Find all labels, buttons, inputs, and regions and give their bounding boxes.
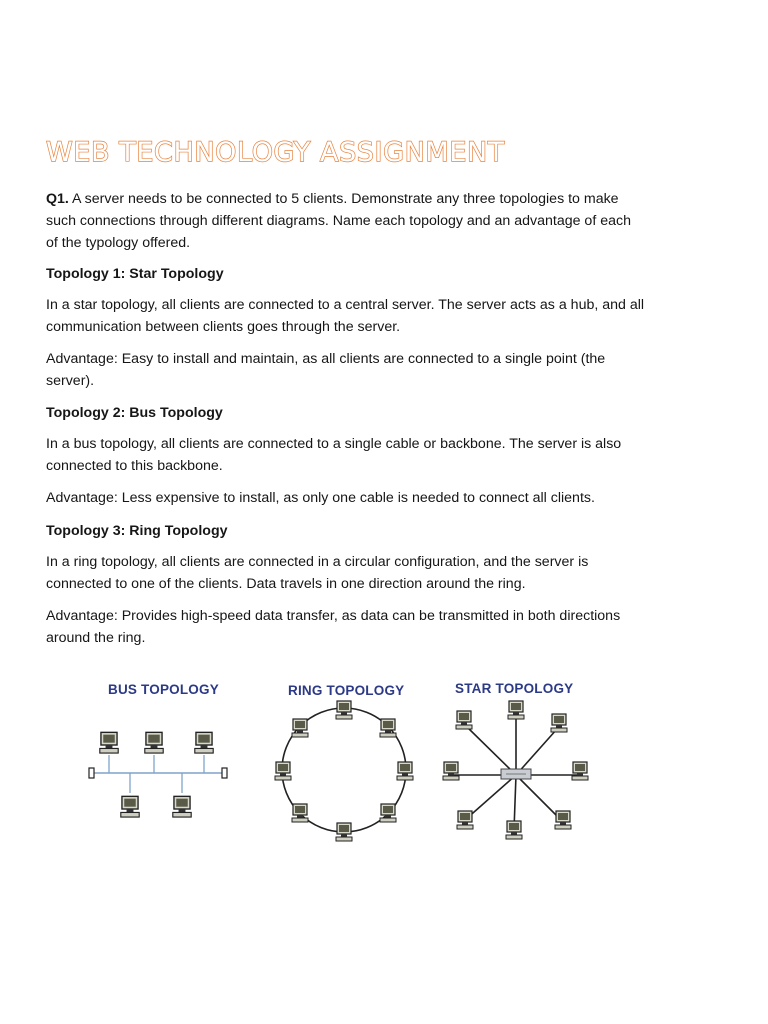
ring-client-7 — [275, 762, 291, 780]
ring-client-1 — [336, 701, 352, 719]
bus-topology-diagram — [89, 732, 227, 817]
star-client-7 — [443, 762, 459, 780]
ring-topology-title: RING TOPOLOGY — [288, 683, 405, 698]
ring-client-2 — [380, 719, 396, 737]
star-client-2 — [551, 714, 567, 732]
section-advantage-bus: Advantage: Less expensive to install, as only one cable is needed to connect all clients. — [46, 490, 595, 506]
section-heading-star: Topology 1: Star Topology — [46, 266, 224, 282]
bus-client-3 — [195, 732, 213, 753]
ring-client-5 — [336, 823, 352, 841]
star-client-1 — [508, 701, 524, 719]
bus-topology-title: BUS TOPOLOGY — [108, 682, 219, 697]
ring-topology-diagram — [275, 701, 413, 841]
star-client-8 — [456, 711, 472, 729]
document-title: WEB TECHNOLOGY ASSIGNMENT — [46, 137, 505, 168]
bus-client-4 — [121, 796, 139, 817]
ring-client-8 — [292, 719, 308, 737]
bus-client-1 — [100, 732, 118, 753]
star-client-4 — [555, 811, 571, 829]
star-client-3 — [572, 762, 588, 780]
bus-client-5 — [173, 796, 191, 817]
star-topology-diagram — [443, 701, 588, 839]
bus-terminator-right — [222, 768, 227, 778]
question-label: Q1. — [46, 191, 69, 207]
section-description-star: In a star topology, all clients are connected to a central server. The server acts as a hub, and all communication between clients goes through the server. — [46, 297, 645, 335]
star-client-5 — [506, 821, 522, 839]
ring-client-6 — [292, 804, 308, 822]
section-description-ring: In a ring topology, all clients are connected in a circular configuration, and the server is connected to one of the clients. Data travels in one direction around the ring. — [46, 554, 589, 592]
question-text: A server needs to be connected to 5 clients. Demonstrate any three topologies to make such connections through different diagrams. Name each topology and an advantage of each of the typology offered. — [46, 191, 631, 251]
section-description-bus: In a bus topology, all clients are connected to a single cable or backbone. The server is also connected to this backbone. — [46, 436, 622, 474]
star-topology-title: STAR TOPOLOGY — [455, 681, 574, 696]
section-heading-ring: Topology 3: Ring Topology — [46, 523, 228, 539]
bus-terminator-left — [89, 768, 94, 778]
ring-client-4 — [380, 804, 396, 822]
ring-client-3 — [397, 762, 413, 780]
section-advantage-star: Advantage: Easy to install and maintain, as all clients are connected to a single point (the server). — [46, 351, 606, 389]
section-heading-bus: Topology 2: Bus Topology — [46, 405, 223, 421]
section-advantage-ring: Advantage: Provides high-speed data transfer, as data can be transmitted in both directions around the ring. — [46, 608, 621, 646]
star-client-6 — [457, 811, 473, 829]
bus-client-2 — [145, 732, 163, 753]
